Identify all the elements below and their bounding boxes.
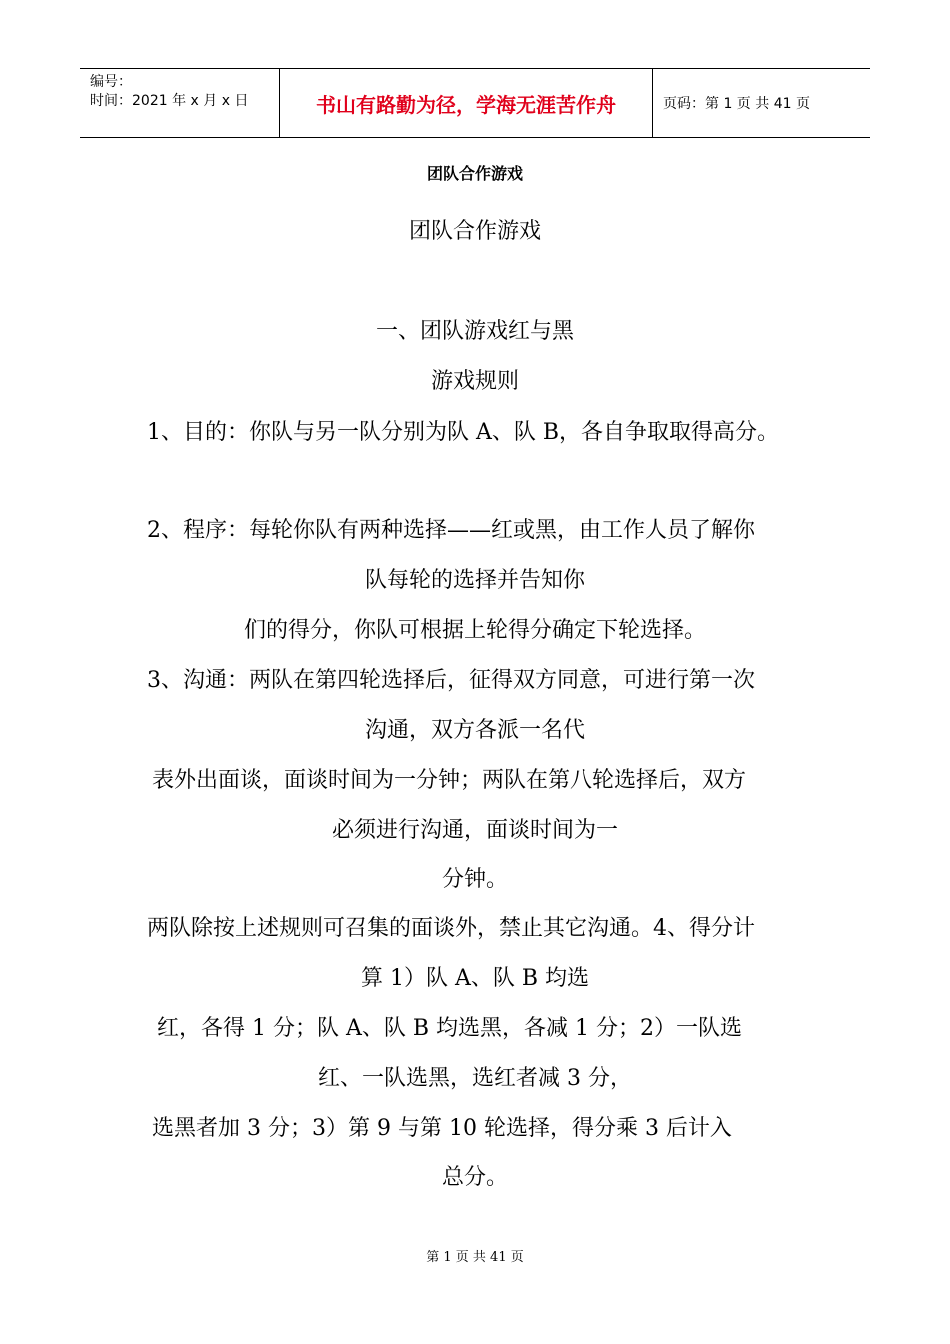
paragraph-line: 两队除按上述规则可召集的面谈外，禁止其它沟通。4、得分计 [147, 916, 755, 941]
body-title: 团队合作游戏 [408, 219, 541, 244]
page-info: 页码：第 1 页 共 41 页 [663, 96, 810, 112]
paragraph-line: 队每轮的选择并告知你 [364, 568, 585, 593]
document-title-bold: 团队合作游戏 [426, 164, 523, 183]
rules-heading: 游戏规则 [430, 369, 519, 394]
paragraph-line: 算 1）队 A、队 B 均选 [360, 966, 590, 991]
paragraph-line: 沟通，双方各派一名代 [364, 718, 585, 743]
number-label: 编号： [90, 74, 132, 90]
paragraph-line: 们的得分，你队可根据上轮得分确定下轮选择。 [243, 618, 706, 643]
paragraph-line: 总分。 [441, 1165, 508, 1190]
paragraph-line: 红、一队选黑，选红者减 3 分， [318, 1066, 632, 1091]
paragraph-line: 必须进行沟通，面谈时间为一 [331, 818, 618, 843]
paragraph-line: 分钟。 [441, 867, 508, 892]
section-heading: 一、团队游戏红与黑 [375, 319, 574, 344]
header-meta-cell [80, 69, 280, 137]
header-motto-cell [280, 69, 653, 137]
page-footer: 第 1 页 共 41 页 [426, 1250, 524, 1265]
paragraph-line: 表外出面谈，面谈时间为一分钟；两队在第八轮选择后，双方 [152, 768, 747, 793]
paragraph-line: 3、沟通：两队在第四轮选择后，征得双方同意，可进行第一次 [147, 668, 755, 693]
date-line: 时间：2021 年 x 月 x 日 [90, 93, 249, 109]
paragraph-line: 选黑者加 3 分；3）第 9 与第 10 轮选择，得分乘 3 后计入 [152, 1116, 732, 1141]
header-page-cell [653, 69, 870, 137]
paragraph-line: 1、目的：你队与另一队分别为队 A、队 B，各自争取取得高分。 [147, 420, 780, 445]
paragraph-line: 2、程序：每轮你队有两种选择——红或黑，由工作人员了解你 [147, 518, 755, 543]
paragraph-line: 红，各得 1 分；队 A、队 B 均选黑，各减 1 分；2）一队选 [157, 1016, 742, 1041]
header-table [80, 68, 870, 138]
motto-text: 书山有路勤为径，学海无涯苦作舟 [316, 92, 616, 117]
